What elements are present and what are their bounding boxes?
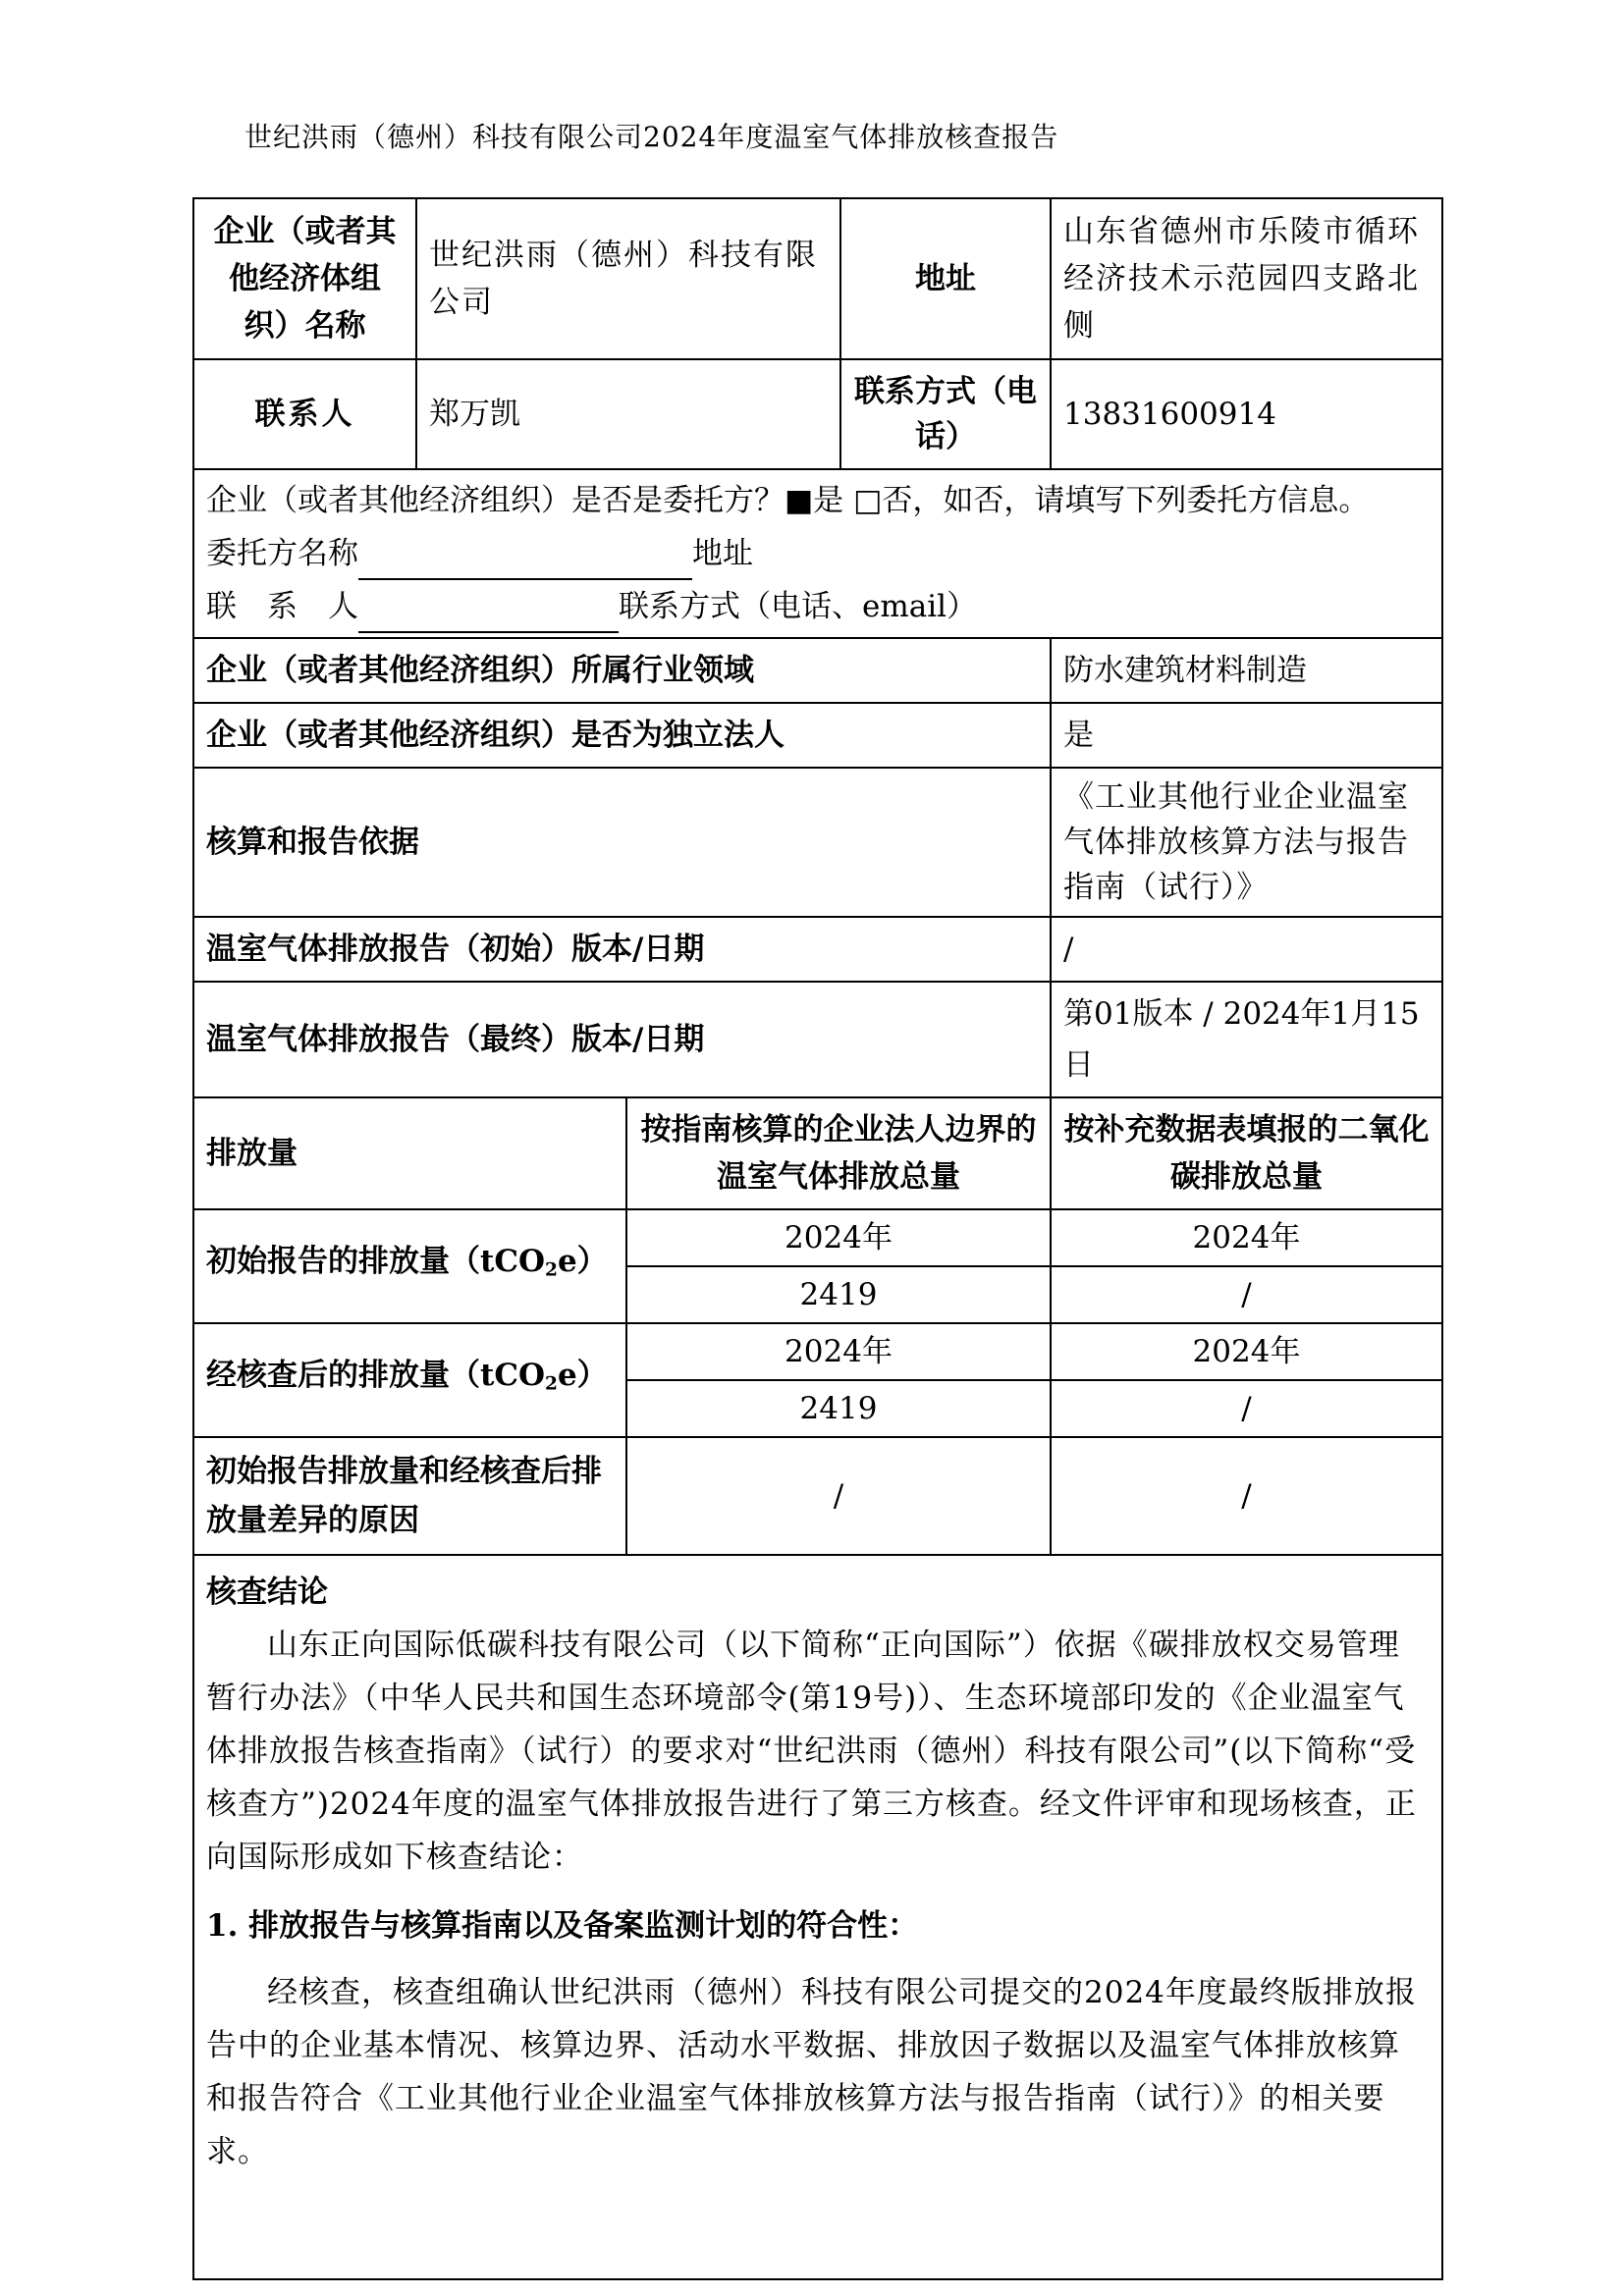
org-name-value: 世纪洪雨（德州）科技有限公司 xyxy=(416,198,840,359)
entrust-address-label: 地址 xyxy=(692,536,753,571)
emissions-col1-header: 按指南核算的企业法人边界的温室气体排放总量 xyxy=(626,1097,1051,1209)
verified-emissions-label: 经核查后的排放量（tCO$_2$e） xyxy=(193,1323,626,1437)
initial-year-2: 2024年 xyxy=(1051,1209,1442,1266)
industry-value: 防水建筑材料制造 xyxy=(1051,638,1442,703)
entrust-contact-blank xyxy=(358,592,619,633)
diff-row xyxy=(193,1437,1442,1555)
emissions-col2-header: 按补充数据表填报的二氧化碳排放总量 xyxy=(1051,1097,1442,1209)
initial-emissions-label: 初始报告的排放量（tCO$_2$e） xyxy=(193,1209,626,1323)
page-header: 世纪洪雨（德州）科技有限公司2024年度温室气体排放核查报告 xyxy=(244,121,1059,153)
conclusion-row xyxy=(193,1555,1442,2279)
address-label: 地址 xyxy=(840,198,1051,359)
conclusion-section-1-title: 1. 排放报告与核算指南以及备案监测计划的符合性： xyxy=(206,1908,919,1944)
contact-value: 郑万凯 xyxy=(416,359,840,469)
entrust-name-blank xyxy=(358,539,692,580)
basis-label: 核算和报告依据 xyxy=(193,768,1051,917)
verified-year-2: 2024年 xyxy=(1051,1323,1442,1380)
conclusion-title: 核查结论 xyxy=(206,1575,328,1610)
initial-version-value: / xyxy=(1051,917,1442,982)
entrust-contact-line xyxy=(206,580,1430,633)
final-version-label: 温室气体排放报告（最终）版本/日期 xyxy=(193,982,1051,1097)
legal-row xyxy=(193,703,1442,768)
phone-label: 联系方式（电话） xyxy=(840,359,1051,469)
conclusion-paragraph-1: 山东正向国际低碳科技有限公司（以下简称“正向国际”）依据《碳排放权交易管理暂行办法》（中华人民共和国生态环境部令(第19号)）、生态环境部印发的《企业温室气体排放报告核查指南》（试行）的要求对“世纪洪雨（德州）科技有限公司”(以下简称“受核查方”)2024年度的温室气体排放报告进行了第三方核查。经文件评审和现场核查，正向国际形成如下核查结论： xyxy=(206,1628,1417,1875)
emissions-label: 排放量 xyxy=(193,1097,626,1209)
entrust-name-label: 委托方名称 xyxy=(206,536,358,571)
address-value: 山东省德州市乐陵市循环经济技术示范园四支路北侧 xyxy=(1051,198,1442,359)
industry-row xyxy=(193,638,1442,703)
initial-emissions-row xyxy=(193,1209,1442,1266)
contact-label: 联系人 xyxy=(193,359,416,469)
final-version-value: 第01版本 / 2024年1月15日 xyxy=(1051,982,1442,1097)
verified-value-1: 2419 xyxy=(626,1380,1051,1437)
initial-value-1: 2419 xyxy=(626,1266,1051,1323)
verified-value-2: / xyxy=(1051,1380,1442,1437)
basis-value: 《工业其他行业企业温室气体排放核算方法与报告指南（试行）》 xyxy=(1051,768,1442,917)
phone-value: 13831600914 xyxy=(1051,359,1442,469)
basis-row xyxy=(193,768,1442,917)
legal-value: 是 xyxy=(1051,703,1442,768)
verification-table xyxy=(192,197,1443,2280)
conclusion-paragraph-2: 经核查，核查组确认世纪洪雨（德州）科技有限公司提交的2024年度最终版排放报告中的企业基本情况、核算边界、活动水平数据、排放因子数据以及温室气体排放核算和报告符合《工业其他行业企业温室气体排放核算方法与报告指南（试行）》的相关要求。 xyxy=(206,1975,1417,2169)
conclusion-cell xyxy=(193,1555,1442,2279)
diff-value-2: / xyxy=(1051,1437,1442,1555)
entrust-contact-label: 联 系 人 xyxy=(206,589,358,624)
diff-label: 初始报告排放量和经核查后排放量差异的原因 xyxy=(193,1437,626,1555)
diff-value-1: / xyxy=(626,1437,1051,1555)
emissions-header-row xyxy=(193,1097,1442,1209)
final-version-row xyxy=(193,982,1442,1097)
legal-label: 企业（或者其他经济组织）是否为独立法人 xyxy=(193,703,1051,768)
initial-version-row xyxy=(193,917,1442,982)
initial-year-1: 2024年 xyxy=(626,1209,1051,1266)
initial-value-2: / xyxy=(1051,1266,1442,1323)
industry-label: 企业（或者其他经济组织）所属行业领域 xyxy=(193,638,1051,703)
verified-year-1: 2024年 xyxy=(626,1323,1051,1380)
entrust-name-line xyxy=(206,527,1430,580)
verified-emissions-row xyxy=(193,1323,1442,1380)
contact-row xyxy=(193,359,1442,469)
initial-version-label: 温室气体排放报告（初始）版本/日期 xyxy=(193,917,1051,982)
entrust-row xyxy=(193,469,1442,638)
org-name-label: 企业（或者其他经济体组织）名称 xyxy=(193,198,416,359)
entrust-question: 企业（或者其他经济组织）是否是委托方？■是 □否，如否，请填写下列委托方信息。 xyxy=(206,483,1370,518)
org-name-row xyxy=(193,198,1442,359)
entrust-contact-info-label: 联系方式（电话、email） xyxy=(619,589,978,624)
